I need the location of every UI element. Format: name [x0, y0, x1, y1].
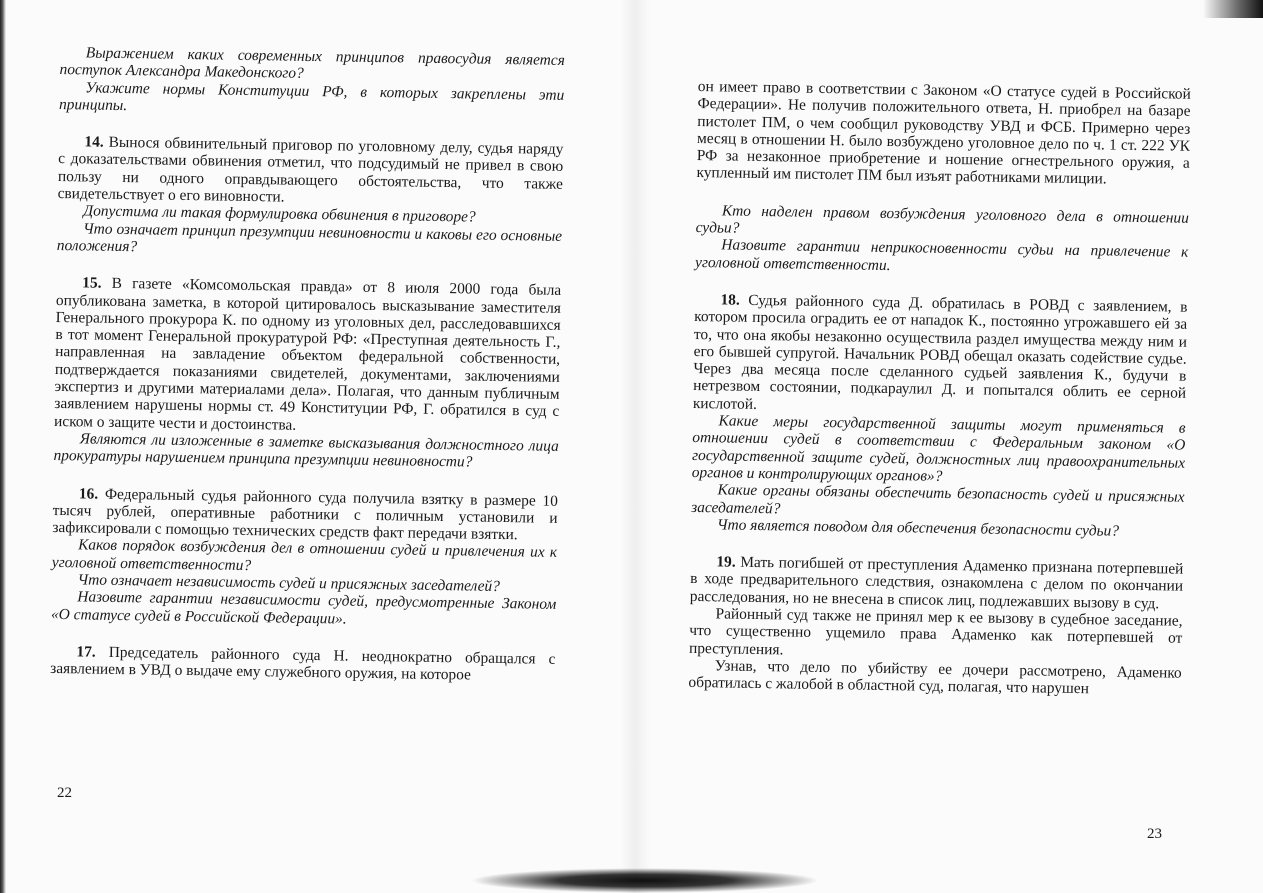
task-text: В газете «Комсомольская правда» от 8 июля 2000 года была опубликована заметка, в которой цитировалось высказывание заместителя Генерального прокурора К. по одному из уголовных дел, расследовавшихся в тот момент Генеральной прокуратурой РФ: «Преступная деятельность Г., направленная на завладение объектом федеральной собственности, подтверждается показаниями свидетелей, документами, заключениями экспертиз и другими материалами дела». Полагая, что данным публичным заявлением нарушены нормы ст. 49 Конституции РФ, Г. обратился в суд с иском о защите чести и достоинства.: [53, 275, 562, 434]
scan-shadow-left: [0, 0, 6, 893]
question-text: Выражением каких современных принципов правосудия является поступок Александра Македонского?: [59, 44, 565, 83]
task-text: Вынося обвинительный приговор по уголовному делу, судья наряду с доказательствами обвинения отметил, что подсудимый не привел в свою пользу ни одного оправдывающего обстоятельства, что также свидетельствует о его виновности.: [57, 133, 564, 206]
task-text: Федеральный судья районного суда получила взятку в размере 10 тысяч рублей, оперативные работники с поличным установили и зафиксировали с помощью технических средств факт передачи взятки.: [52, 485, 559, 544]
task-18: [693, 291, 1188, 420]
question-text: Укажите нормы Конституции РФ, в которых закреплены эти принципы.: [58, 78, 565, 114]
scan-shadow-top-right: [1203, 0, 1263, 18]
task-14: [58, 133, 564, 210]
task-15: [54, 274, 561, 438]
task-text: Председатель районного суда Н. неоднократно обращался с заявлением в УВД о выдаче ему служебного оружия, на которое: [50, 643, 556, 684]
task-16: [52, 484, 558, 544]
question-text: Являются ли изложенные в заметке высказывания должностного лица прокуратуры нарушением принципа презумпции невиновности?: [53, 430, 559, 471]
task-number: 19.: [716, 553, 736, 571]
task-17: [50, 643, 555, 686]
page-number-left: 22: [57, 785, 72, 801]
question-text: Кто наделен правом возбуждения уголовного дела в отношении судьи?: [695, 202, 1189, 237]
left-page: [50, 44, 565, 685]
question-text: Каков порядок возбуждения дел в отношении судей и привлечения их к уголовной ответственности?: [51, 536, 558, 574]
task-text-continued: он имеет право в соответствии с Законом «О статусе судей в Российской Федерации». Не получив положительного ответа, Н. приобрел на базаре пистолет ПМ, о чем сообщил руководству УВД и ФСБ. Примерно через месяц в отношении Н. было возбуждено уголовное дело по ч. 1 ст. 222 УК РФ за незаконное приобретение и ношение огнестрельного оружия, а купленный им пистолет ПМ был изъят работниками милиции.: [696, 78, 1191, 188]
question-text: Какие меры государственной защиты могут применяться в отношении судей в соответствии с Федеральным законом «О государственной защите судей, должностных лиц правоохранительных органов и контролирующих органов»?: [691, 412, 1186, 485]
task-text: Мать погибшей от преступления Адаменко признана потерпевшей в ходе предварительного следствия, ознакомлена с делом по окончании расследования, но не внесена в список лиц, подлежавших вызову в суд.: [689, 553, 1184, 613]
task-number: 16.: [78, 484, 99, 503]
task-number: 15.: [82, 274, 102, 292]
task-text: Узнав, что дело по убийству ее дочери рассмотрено, Адаменко обратилась с жалобой в областной суд, полагая, что нарушен: [688, 657, 1182, 698]
right-page: [688, 78, 1191, 699]
question-text: Назовите гарантии неприкосновенности судьи на привлечение к уголовной ответственности.: [694, 236, 1189, 274]
task-text: Районный суд также не принял мер к ее вызову в судебное заседание, что существенно ущемило права Адаменко как потерпевшей от преступления.: [688, 605, 1183, 659]
task-number: 14.: [84, 133, 104, 151]
question-text: Допустима ли такая формулировка обвинения в приговоре?: [83, 202, 476, 226]
task-number: 17.: [76, 643, 96, 661]
question-text: Что является поводом для обеспечения безопасности судьи?: [716, 516, 1120, 540]
question-text: Назовите гарантии независимости судей, предусмотренные Законом «О статусе судей в Российской Федерации».: [50, 588, 557, 628]
question-text: Какие органы обязаны обеспечить безопасность судей и присяжных заседателей?: [691, 481, 1185, 517]
task-number: 18.: [720, 291, 740, 309]
question-text: Что означает принцип презумпции невиновности и каковы его основные положения?: [56, 220, 563, 256]
page-number-right: 23: [1147, 826, 1162, 842]
task-19: [690, 553, 1184, 613]
task-text: Судья районного суда Д. обратилась в РОВД с заявлением, в котором просила оградить ее от нападок К., постоянно угрожавшего ей за то, что она якобы незаконно осуществила раздел имущества между ним и его бывшей супругой. Начальник РОВД обещал оказать содействие судье. Через два месяца после сделанного судьей заявления К., будучи в нетрезвом состоянии, подкараулил Д. и попытался облить ее серной кислотой.: [692, 291, 1188, 413]
question-text: Что означает независимость судей и присяжных заседателей?: [77, 571, 501, 595]
book-gutter: [620, 0, 650, 893]
